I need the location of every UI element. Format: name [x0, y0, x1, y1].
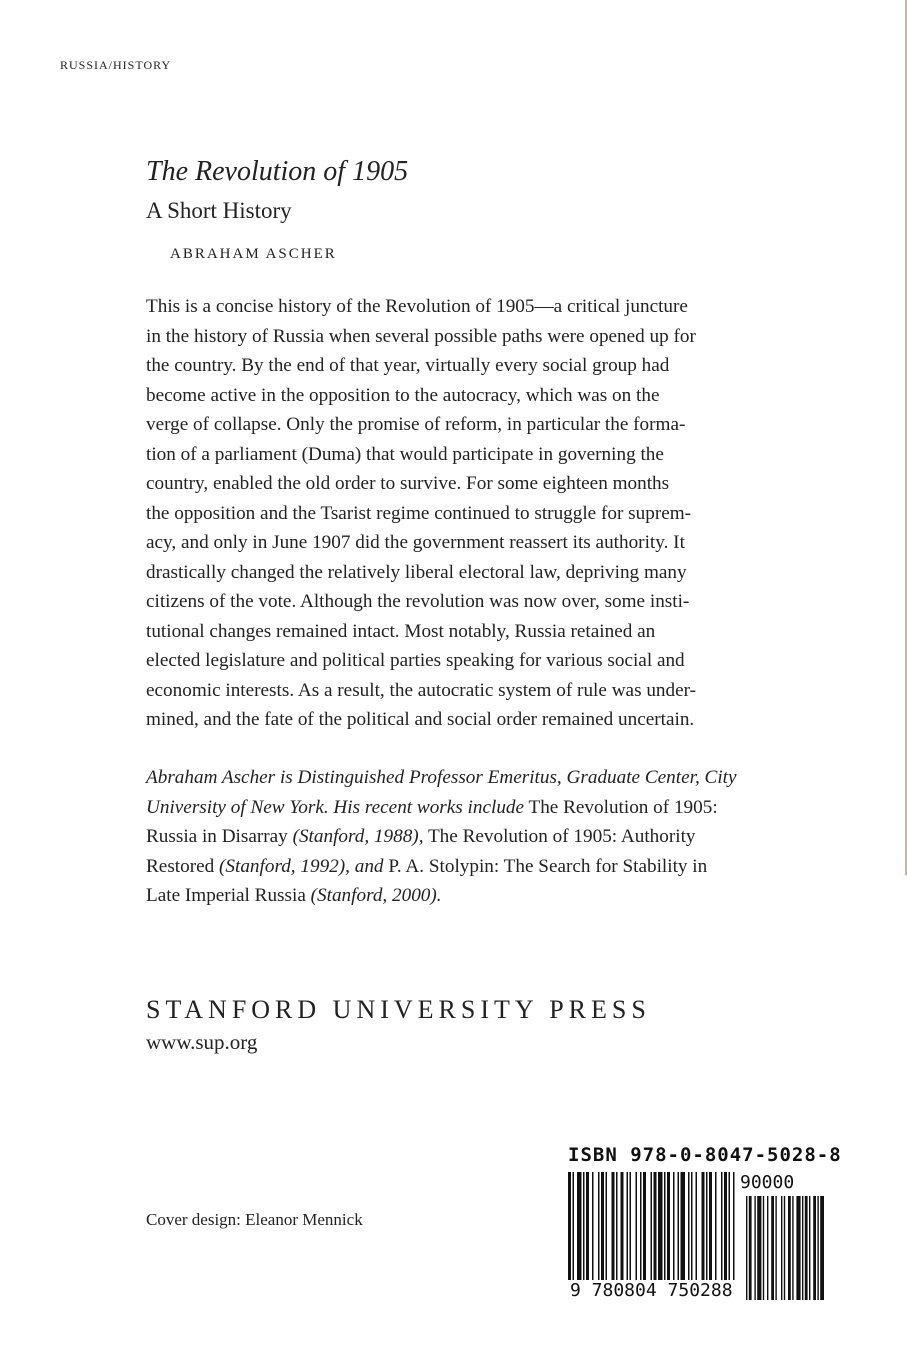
barcode-bar — [678, 1172, 680, 1292]
description-line: tutional changes remained intact. Most notably, Russia retained an — [146, 620, 656, 642]
cover-design-credit: Cover design: Eleanor Mennick — [146, 1210, 363, 1229]
barcode-addon-bar — [775, 1196, 776, 1300]
barcode-bar — [630, 1172, 632, 1280]
bio-italic-text: Abraham Ascher is Distinguished Professor Emeritus, Graduate Center, City — [146, 767, 737, 788]
description-line: become active in the opposition to the autocracy, which was on the — [146, 384, 660, 406]
barcode-bar — [568, 1172, 571, 1292]
barcode-bar — [667, 1172, 670, 1280]
barcode-addon-bar — [796, 1196, 800, 1300]
barcode-number: 9 780804 750288 — [570, 1280, 733, 1301]
barcode-bar — [616, 1172, 618, 1280]
barcode-bar — [658, 1172, 663, 1280]
barcode-addon-bar — [805, 1196, 808, 1300]
barcode-addon-bar — [781, 1196, 782, 1300]
barcode-bar — [721, 1172, 723, 1280]
barcode-addon-bar — [809, 1196, 810, 1300]
barcode-bar — [681, 1172, 686, 1280]
publisher-name: STANFORD UNIVERSITY PRESS — [146, 995, 651, 1024]
publisher-website: www.sup.org — [146, 1030, 258, 1054]
barcode-bar — [627, 1172, 629, 1280]
barcode-bar — [621, 1172, 624, 1280]
bio-italic-text: University of New York. His recent works include — [146, 796, 525, 818]
barcode-bar — [583, 1172, 585, 1280]
barcode-addon-bar — [813, 1196, 816, 1300]
bio-line — [146, 881, 796, 911]
barcode-bar — [577, 1172, 582, 1280]
description-line: verge of collapse. Only the promise of reform, in particular the forma- — [146, 414, 686, 435]
barcode-addon-bar — [746, 1196, 747, 1300]
barcode-bar — [598, 1172, 600, 1280]
barcode-bar — [573, 1172, 575, 1292]
barcode-addon-bar — [802, 1196, 803, 1300]
barcode-bar — [612, 1172, 615, 1280]
barcode-main-bars — [568, 1172, 735, 1292]
bio-line — [146, 763, 796, 793]
barcode-bar — [715, 1172, 717, 1280]
bio-work-title: P. A. Stolypin: The Search for Stability in — [383, 855, 708, 877]
barcode-bar — [673, 1172, 675, 1280]
description-line: the opposition and the Tsarist regime continued to struggle for suprem- — [146, 502, 692, 524]
bio-line — [146, 822, 796, 852]
bio-italic-text: (Stanford, 1992), and — [214, 855, 384, 877]
bio-line — [146, 793, 796, 823]
book-title: The Revolution of 1905 — [146, 156, 409, 187]
barcode-bar — [664, 1172, 666, 1280]
barcode-addon-bar — [763, 1196, 764, 1300]
book-description — [146, 292, 796, 735]
barcode-bar — [601, 1172, 604, 1280]
barcode-addon-bar — [817, 1196, 818, 1300]
barcode-bar — [688, 1172, 690, 1280]
barcode-bar — [709, 1172, 712, 1280]
barcode-addon-bar — [767, 1196, 768, 1300]
price-code: 90000 — [740, 1172, 795, 1193]
barcode-addon-bar — [788, 1196, 791, 1300]
book-subtitle: A Short History — [146, 198, 292, 223]
barcode-bar — [651, 1172, 653, 1280]
description-line: in the history of Russia when several possible paths were opened up for — [146, 325, 696, 347]
description-line: country, enabled the old order to survive. For some eighteen months — [146, 473, 670, 494]
bio-work-title: Late Imperial Russia — [146, 885, 306, 906]
description-line: acy, and only in June 1907 did the government reassert its authority. It — [146, 532, 685, 553]
barcode-bar — [696, 1172, 698, 1280]
barcode-addon-bar — [754, 1196, 755, 1300]
barcode-addon-bars — [746, 1196, 824, 1300]
barcode-bar — [592, 1172, 594, 1280]
bio-italic-text: (Stanford, 1988), — [287, 826, 424, 847]
description-line: This is a concise history of the Revolution of 1905—a critical juncture — [146, 296, 688, 317]
barcode-addon-bar — [792, 1196, 793, 1300]
isbn-label: ISBN 978-0-8047-5028-8 — [568, 1144, 842, 1166]
barcode-bar — [640, 1172, 642, 1280]
barcode-bar — [586, 1172, 589, 1280]
barcode-addon-bar — [784, 1196, 785, 1300]
description-line: drastically changed the relatively liberal electoral law, depriving many — [146, 561, 687, 583]
barcode-bar — [702, 1172, 705, 1280]
barcode-addon-bar — [749, 1196, 752, 1300]
description-line: economic interests. As a result, the autocratic system of rule was under- — [146, 679, 697, 701]
barcode-bar — [733, 1172, 735, 1280]
barcode-addon-bar — [820, 1196, 824, 1300]
barcode-bar — [691, 1172, 693, 1280]
bio-line — [146, 852, 796, 882]
bio-work-title: The Revolution of 1905: Authority — [423, 826, 696, 847]
barcode-addon-bar — [757, 1196, 761, 1300]
description-line: elected legislature and political parties speaking for various social and — [146, 650, 685, 671]
description-line: tion of a parliament (Duma) that would participate in governing the — [146, 443, 664, 465]
author-name: ABRAHAM ASCHER — [170, 246, 337, 262]
bio-work-title: The Revolution of 1905: — [524, 796, 718, 818]
barcode-addon-bar — [771, 1196, 774, 1300]
barcode-bar — [724, 1172, 727, 1280]
barcode-bar — [606, 1172, 608, 1280]
description-line: the country. By the end of that year, virtually every social group had — [146, 355, 670, 376]
barcode-bar — [706, 1172, 708, 1280]
bio-work-title: Restored — [146, 855, 215, 877]
description-line: mined, and the fate of the political and social order remained uncertain. — [146, 709, 695, 730]
bio-work-title: Russia in Disarray — [146, 826, 288, 847]
barcode-bar — [636, 1172, 638, 1280]
bio-italic-text: (Stanford, 2000). — [305, 885, 442, 906]
barcode-bar — [654, 1172, 657, 1280]
author-bio — [146, 763, 796, 911]
description-line: citizens of the vote. Although the revolution was now over, some insti- — [146, 591, 690, 612]
barcode-bar — [643, 1172, 646, 1280]
barcode-bar — [729, 1172, 731, 1280]
category-label: RUSSIA/HISTORY — [60, 58, 172, 72]
